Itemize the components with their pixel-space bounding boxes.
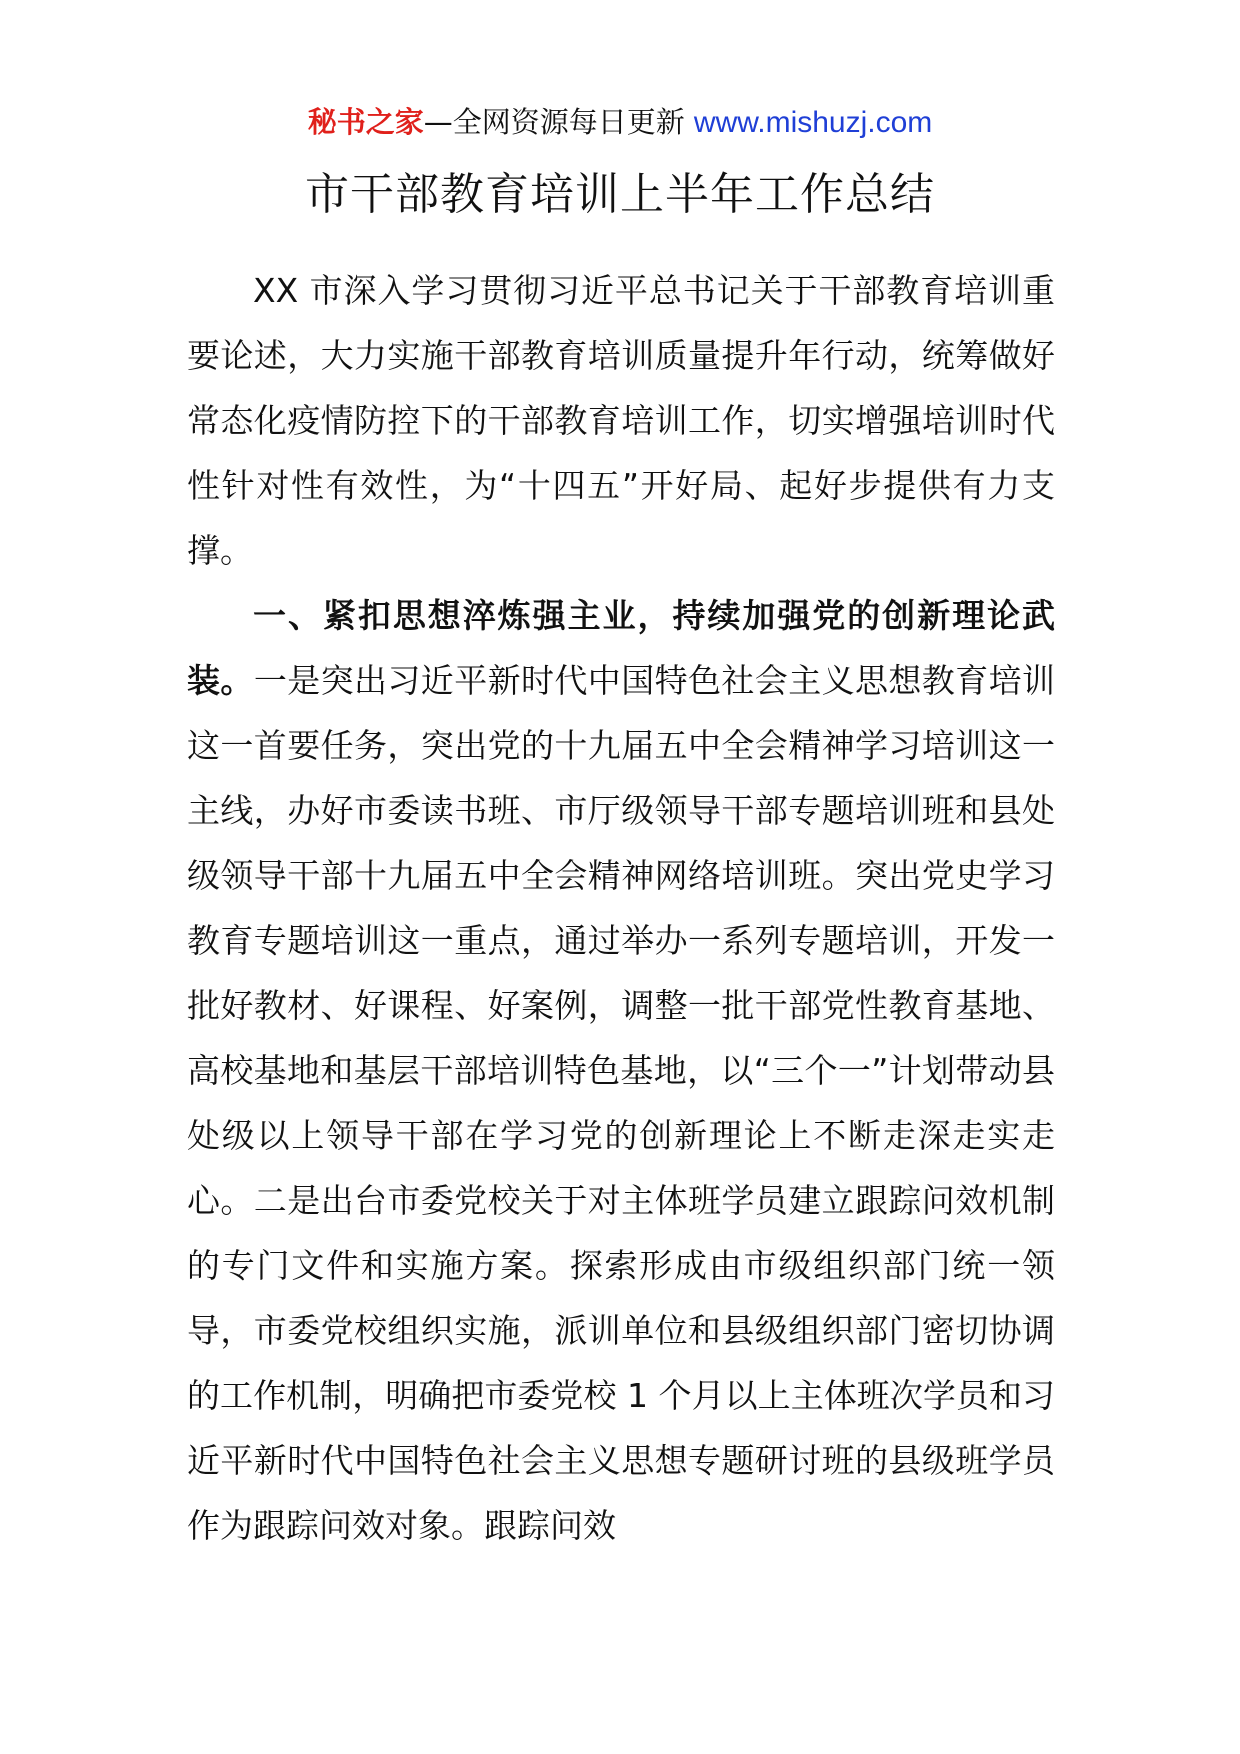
banner-slogan: —全网资源每日更新 (423, 105, 694, 139)
site-url-link[interactable]: www.mishuzj.com (693, 106, 933, 139)
paragraph-text: XX 市深入学习贯彻习近平总书记关于干部教育培训重要论述，大力实施干部教育培训质量提升年行动，统筹做好常态化疫情防控下的干部教育培训工作，切实增强培训时代性针对性有效性，为“十四五”开好局、起好步提供有力支撑。 (187, 271, 1055, 570)
brand-name: 秘书之家 (307, 105, 424, 139)
document-title: 市干部教育培训上半年工作总结 (305, 169, 935, 220)
paragraph-section-1 (187, 583, 1055, 1558)
section-heading: 一、紧扣思想淬炼强主业，持续加强党的创新理论武装。 (187, 596, 1055, 700)
site-banner (0, 100, 1240, 145)
paragraph-intro (187, 258, 1055, 583)
document-body (187, 258, 1055, 1558)
paragraph-text: 一是突出习近平新时代中国特色社会主义思想教育培训这一首要任务，突出党的十九届五中全会精神学习培训这一主线，办好市委读书班、市厅级领导干部专题培训班和县处级领导干部十九届五中全会精神网络培训班。突出党史学习教育专题培训这一重点，通过举办一系列专题培训，开发一批好教材、好课程、好案例，调整一批干部党性教育基地、高校基地和基层干部培训特色基地，以“三个一”计划带动县处级以上领导干部在学习党的创新理论上不断走深走实走心。二是出台市委党校关于对主体班学员建立跟踪问效机制的专门文件和实施方案。探索形成由市级组织部门统一领导，市委党校组织实施，派训单位和县级组织部门密切协调的工作机制，明确把市委党校 1 个月以上主体班次学员和习近平新时代中国特色社会主义思想专题研讨班的县级班学员作为跟踪问效对象。跟踪问效 (187, 661, 1056, 1545)
